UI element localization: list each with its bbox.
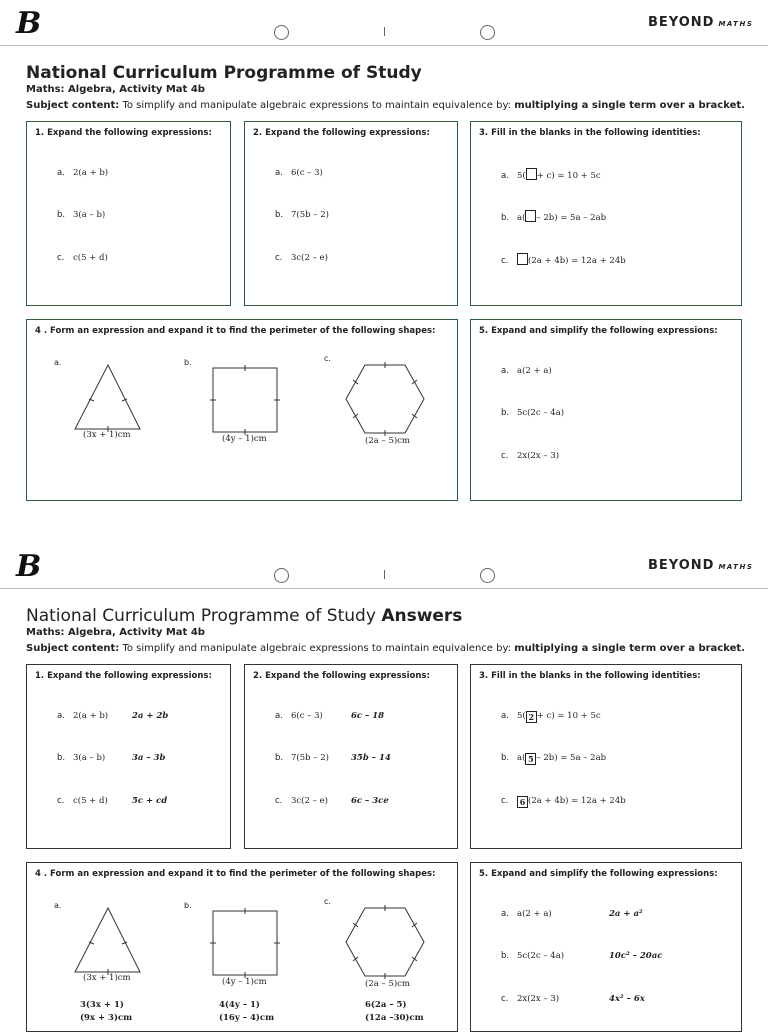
question-1-box	[26, 121, 231, 306]
question-3-answer-box	[470, 664, 742, 849]
filled-blank: 2	[526, 711, 537, 723]
answer: 6c – 3ce	[351, 796, 389, 806]
expression-item: b. 5c(2c – 4a)	[501, 951, 565, 961]
expression-item: b. 3(a – b)	[57, 210, 106, 220]
filled-blank: 6	[517, 796, 528, 808]
question-title: 1. Expand the following expressions:	[35, 671, 212, 681]
blank-box[interactable]	[526, 168, 537, 180]
expression-item: b. 7(5b – 2)	[275, 210, 329, 220]
perimeter-working: 3(3x + 1) (9x + 3)cm	[80, 1000, 133, 1023]
page-title: National Curriculum Programme of Study	[26, 63, 422, 83]
answer: 2a + 2b	[132, 711, 169, 721]
hexagon-shape	[345, 907, 425, 977]
subject-content: Subject content: To simplify and manipulate algebraic expressions to maintain equivalence by: multiplying a single term over a bracket.	[26, 643, 745, 654]
shape-label: a.	[54, 901, 62, 910]
question-title: 3. Fill in the blanks in the following identities:	[479, 671, 701, 681]
subject-content: Subject content: To simplify and manipulate algebraic expressions to maintain equivalence by: multiplying a single term over a bracket.	[26, 100, 745, 111]
side-length-label: (3x + 1)cm	[83, 973, 131, 983]
answer: 2a + a²	[609, 909, 643, 919]
expression-item: b. 5c(2c – 4a)	[501, 408, 565, 418]
question-title: 2. Expand the following expressions:	[253, 128, 430, 138]
answer: 35b – 14	[351, 753, 391, 763]
expression-item: c. c(5 + d)	[57, 253, 108, 263]
page-title: National Curriculum Programme of Study Answers	[26, 606, 463, 626]
question-3-box	[470, 121, 742, 306]
identity-item: c. (2a + 4b) = 12a + 24b	[501, 253, 626, 266]
question-title: 3. Fill in the blanks in the following identities:	[479, 128, 701, 138]
header-divider	[0, 45, 768, 46]
side-length-label: (2a – 5)cm	[365, 979, 410, 989]
logo: B	[16, 549, 42, 584]
identity-item: b. a( 5 – 2b) = 5a – 2ab	[501, 753, 607, 764]
expression-item: a. 6(c – 3)	[275, 168, 323, 178]
punch-hole-left	[274, 568, 289, 583]
side-length-label: (4y – 1)cm	[222, 977, 267, 987]
identity-item: a. 5( 2 + c) = 10 + 5c	[501, 711, 601, 722]
question-title: 5. Expand and simplify the following expressions:	[479, 326, 718, 336]
question-title: 4 . Form an expression and expand it to find the perimeter of the following shapes:	[35, 326, 436, 336]
shape-label: a.	[54, 358, 62, 367]
identity-item: c. 6 (2a + 4b) = 12a + 24b	[501, 796, 626, 807]
shape-label: c.	[324, 897, 331, 906]
shape-label: b.	[184, 901, 192, 910]
perimeter-working: 4(4y – 1) (16y – 4)cm	[219, 1000, 275, 1023]
filled-blank: 5	[525, 753, 536, 765]
center-tick	[384, 27, 385, 36]
triangle-shape	[73, 364, 143, 430]
brand-logo: BEYOND MATHS	[648, 15, 754, 30]
logo: B	[16, 6, 42, 41]
expression-item: c. 3c(2 – e)	[275, 796, 328, 806]
square-shape	[212, 910, 278, 976]
square-shape	[212, 367, 278, 433]
question-4-answer-box	[26, 862, 458, 1032]
shape-label: c.	[324, 354, 331, 363]
identity-item: b. a( – 2b) = 5a – 2ab	[501, 210, 606, 223]
answer: 3a – 3b	[132, 753, 166, 763]
answer: 5c + cd	[132, 796, 168, 806]
hexagon-shape	[345, 364, 425, 434]
expression-item: a. 2(a + b)	[57, 711, 109, 721]
expression-item: c. 2x(2x – 3)	[501, 451, 560, 461]
expression-item: c. c(5 + d)	[57, 796, 108, 806]
expression-item: b. 3(a – b)	[57, 753, 106, 763]
perimeter-working: 6(2a – 5) (12a –30)cm	[365, 1000, 424, 1023]
answer: 4x² – 6x	[609, 994, 645, 1004]
expression-item: a. a(2 + a)	[501, 366, 552, 376]
page-subtitle: Maths: Algebra, Activity Mat 4b	[26, 627, 205, 638]
question-title: 4 . Form an expression and expand it to find the perimeter of the following shapes:	[35, 869, 436, 879]
question-title: 5. Expand and simplify the following expressions:	[479, 869, 718, 879]
side-length-label: (3x + 1)cm	[83, 430, 131, 440]
expression-item: a. 6(c – 3)	[275, 711, 323, 721]
answer: 6c – 18	[351, 711, 385, 721]
page-subtitle: Maths: Algebra, Activity Mat 4b	[26, 84, 205, 95]
expression-item: a. 2(a + b)	[57, 168, 109, 178]
blank-box[interactable]	[525, 210, 536, 222]
expression-item: a. a(2 + a)	[501, 909, 552, 919]
shape-label: b.	[184, 358, 192, 367]
question-title: 1. Expand the following expressions:	[35, 128, 212, 138]
side-length-label: (2a – 5)cm	[365, 436, 410, 446]
question-2-answer-box	[244, 664, 458, 849]
answer: 10c² – 20ac	[609, 951, 663, 961]
header-divider	[0, 588, 768, 589]
expression-item: b. 7(5b – 2)	[275, 753, 329, 763]
question-1-answer-box	[26, 664, 231, 849]
punch-hole-left	[274, 25, 289, 40]
expression-item: c. 3c(2 – e)	[275, 253, 328, 263]
blank-box[interactable]	[517, 253, 528, 265]
identity-item: a. 5( + c) = 10 + 5c	[501, 168, 601, 181]
question-4-box	[26, 319, 458, 501]
triangle-shape	[73, 907, 143, 973]
question-2-box	[244, 121, 458, 306]
center-tick	[384, 570, 385, 579]
punch-hole-right	[480, 568, 495, 583]
punch-hole-right	[480, 25, 495, 40]
question-5-answer-box	[470, 862, 742, 1032]
expression-item: c. 2x(2x – 3)	[501, 994, 560, 1004]
side-length-label: (4y – 1)cm	[222, 434, 267, 444]
question-title: 2. Expand the following expressions:	[253, 671, 430, 681]
brand-logo: BEYOND MATHS	[648, 558, 754, 573]
question-5-box	[470, 319, 742, 501]
